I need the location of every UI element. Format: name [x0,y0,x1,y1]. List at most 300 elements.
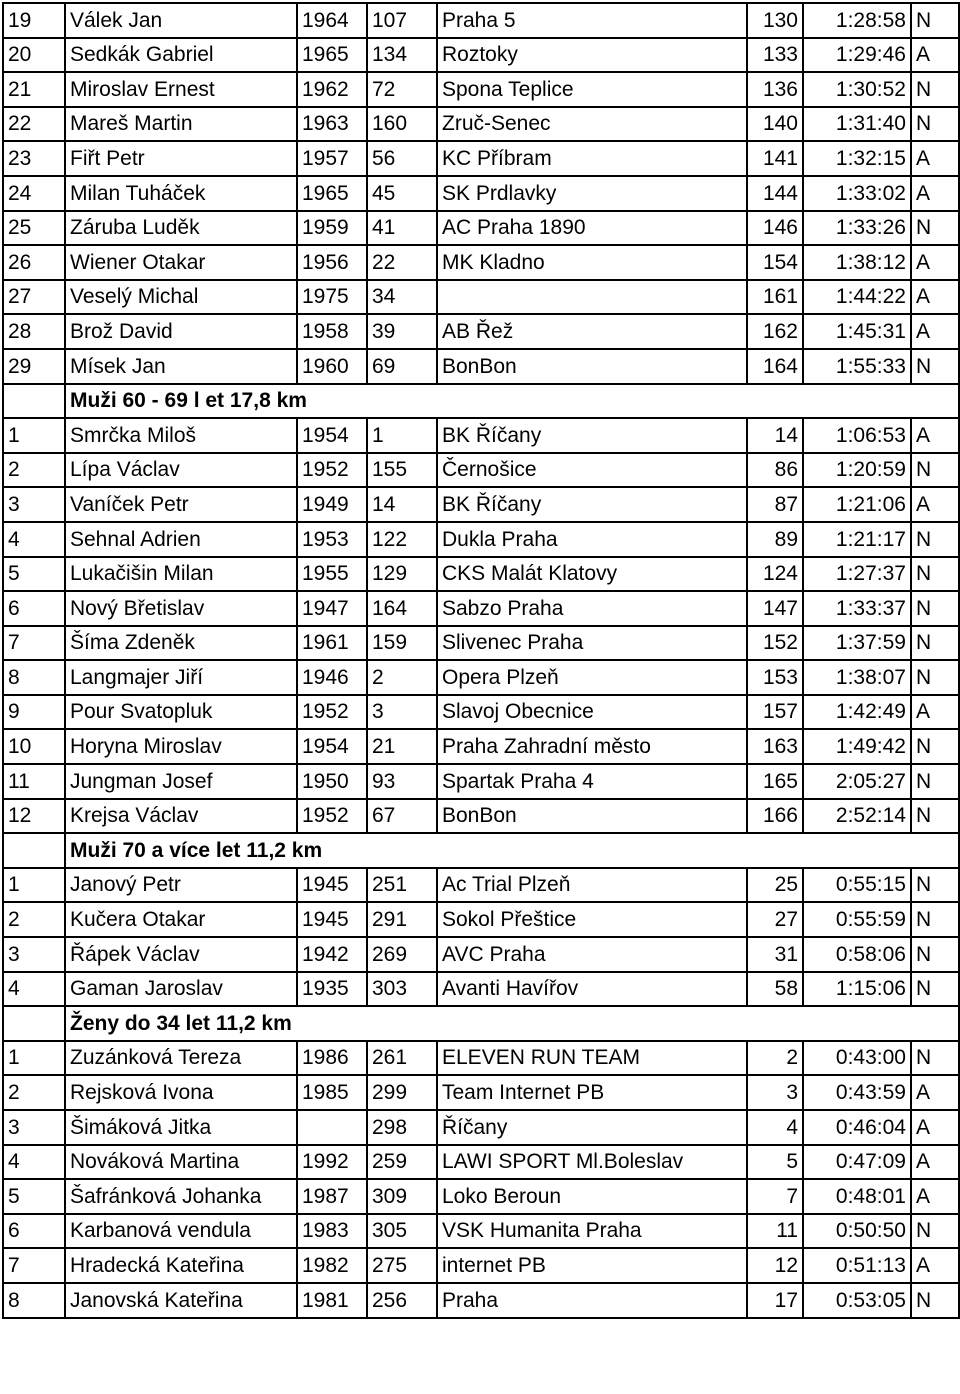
bib-cell: 22 [367,245,437,280]
bib-cell: 34 [367,280,437,315]
overall-cell: 152 [747,626,803,661]
club-cell: Praha [437,1283,747,1318]
year-cell: 1945 [297,868,367,903]
club-cell: Dukla Praha [437,522,747,557]
club-cell: internet PB [437,1248,747,1283]
year-cell: 1956 [297,245,367,280]
bib-cell: 122 [367,522,437,557]
club-cell: MK Kladno [437,245,747,280]
place-cell: 24 [3,176,65,211]
table-row [3,1145,959,1180]
table-row [3,522,959,557]
category-header-fill [367,1006,959,1041]
bib-cell: 41 [367,211,437,246]
time-cell: 1:15:06 [803,972,911,1007]
table-row [3,729,959,764]
time-cell: 0:58:06 [803,937,911,972]
club-cell: Opera Plzeň [437,660,747,695]
name-cell: Nový Břetislav [65,591,297,626]
table-row [3,626,959,661]
time-cell: 1:30:52 [803,72,911,107]
flag-cell: N [911,660,959,695]
overall-cell: 154 [747,245,803,280]
time-cell: 1:38:12 [803,245,911,280]
time-cell: 0:55:59 [803,902,911,937]
name-cell: Řápek Václav [65,937,297,972]
table-row [3,799,959,834]
flag-cell: A [911,141,959,176]
year-cell: 1986 [297,1041,367,1076]
time-cell: 1:33:37 [803,591,911,626]
overall-cell: 144 [747,176,803,211]
time-cell: 1:42:49 [803,695,911,730]
year-cell: 1961 [297,626,367,661]
time-cell: 1:20:59 [803,453,911,488]
bib-cell: 72 [367,72,437,107]
flag-cell: N [911,799,959,834]
category-header-fill [367,384,959,419]
bib-cell: 305 [367,1214,437,1249]
club-cell [437,280,747,315]
year-cell: 1949 [297,487,367,522]
year-cell [297,1110,367,1145]
name-cell: Pour Svatopluk [65,695,297,730]
flag-cell: N [911,868,959,903]
year-cell: 1957 [297,141,367,176]
place-cell: 1 [3,1041,65,1076]
flag-cell: N [911,1283,959,1318]
name-cell: Šafránková Johanka [65,1179,297,1214]
name-cell: Wiener Otakar [65,245,297,280]
table-row [3,1179,959,1214]
club-cell: Sokol Přeštice [437,902,747,937]
overall-cell: 89 [747,522,803,557]
table-row [3,211,959,246]
table-row [3,591,959,626]
flag-cell: N [911,626,959,661]
year-cell: 1952 [297,453,367,488]
time-cell: 1:27:37 [803,557,911,592]
category-header-row [3,384,959,419]
place-cell: 29 [3,349,65,384]
flag-cell: A [911,695,959,730]
club-cell: Černošice [437,453,747,488]
year-cell: 1955 [297,557,367,592]
club-cell: BK Říčany [437,487,747,522]
name-cell: Fiřt Petr [65,141,297,176]
table-row [3,1075,959,1110]
table-row [3,764,959,799]
overall-cell: 140 [747,107,803,142]
results-table [2,2,960,1319]
table-row [3,453,959,488]
club-cell: ELEVEN RUN TEAM [437,1041,747,1076]
overall-cell: 147 [747,591,803,626]
year-cell: 1981 [297,1283,367,1318]
flag-cell: A [911,245,959,280]
year-cell: 1954 [297,418,367,453]
flag-cell: A [911,1248,959,1283]
table-row [3,902,959,937]
name-cell: Válek Jan [65,3,297,38]
table-row [3,937,959,972]
name-cell: Smrčka Miloš [65,418,297,453]
overall-cell: 5 [747,1145,803,1180]
overall-cell: 163 [747,729,803,764]
club-cell: AVC Praha [437,937,747,972]
bib-cell: 21 [367,729,437,764]
year-cell: 1942 [297,937,367,972]
overall-cell: 3 [747,1075,803,1110]
name-cell: Rejsková Ivona [65,1075,297,1110]
club-cell: BonBon [437,799,747,834]
club-cell: KC Příbram [437,141,747,176]
year-cell: 1975 [297,280,367,315]
category-header-spacer [3,384,65,419]
flag-cell: A [911,487,959,522]
name-cell: Krejsa Václav [65,799,297,834]
overall-cell: 14 [747,418,803,453]
name-cell: Mareš Martin [65,107,297,142]
overall-cell: 86 [747,453,803,488]
bib-cell: 303 [367,972,437,1007]
bib-cell: 45 [367,176,437,211]
club-cell: Avanti Havířov [437,972,747,1007]
bib-cell: 298 [367,1110,437,1145]
table-row [3,972,959,1007]
time-cell: 2:52:14 [803,799,911,834]
bib-cell: 160 [367,107,437,142]
table-row [3,695,959,730]
flag-cell: A [911,176,959,211]
time-cell: 1:38:07 [803,660,911,695]
place-cell: 20 [3,38,65,73]
table-row [3,557,959,592]
category-header-spacer [3,833,65,868]
bib-cell: 93 [367,764,437,799]
time-cell: 1:33:26 [803,211,911,246]
place-cell: 10 [3,729,65,764]
club-cell: VSK Humanita Praha [437,1214,747,1249]
club-cell: Spona Teplice [437,72,747,107]
place-cell: 3 [3,487,65,522]
bib-cell: 275 [367,1248,437,1283]
flag-cell: N [911,453,959,488]
overall-cell: 157 [747,695,803,730]
club-cell: Spartak Praha 4 [437,764,747,799]
flag-cell: N [911,522,959,557]
flag-cell: N [911,902,959,937]
flag-cell: A [911,280,959,315]
time-cell: 1:31:40 [803,107,911,142]
overall-cell: 166 [747,799,803,834]
year-cell: 1965 [297,38,367,73]
club-cell: Praha 5 [437,3,747,38]
time-cell: 1:33:02 [803,176,911,211]
table-row [3,72,959,107]
flag-cell: N [911,1041,959,1076]
flag-cell: N [911,72,959,107]
place-cell: 22 [3,107,65,142]
time-cell: 0:43:59 [803,1075,911,1110]
flag-cell: A [911,1075,959,1110]
table-row [3,314,959,349]
year-cell: 1965 [297,176,367,211]
year-cell: 1946 [297,660,367,695]
table-row [3,107,959,142]
table-row [3,245,959,280]
bib-cell: 251 [367,868,437,903]
place-cell: 11 [3,764,65,799]
overall-cell: 87 [747,487,803,522]
place-cell: 6 [3,591,65,626]
name-cell: Janový Petr [65,868,297,903]
name-cell: Zuzánková Tereza [65,1041,297,1076]
name-cell: Veselý Michal [65,280,297,315]
overall-cell: 153 [747,660,803,695]
overall-cell: 124 [747,557,803,592]
year-cell: 1982 [297,1248,367,1283]
table-row [3,1283,959,1318]
club-cell: CKS Malát Klatovy [437,557,747,592]
year-cell: 1947 [297,591,367,626]
place-cell: 7 [3,626,65,661]
overall-cell: 31 [747,937,803,972]
bib-cell: 3 [367,695,437,730]
bib-cell: 134 [367,38,437,73]
club-cell: BK Říčany [437,418,747,453]
club-cell: Praha Zahradní město [437,729,747,764]
place-cell: 1 [3,418,65,453]
place-cell: 26 [3,245,65,280]
overall-cell: 7 [747,1179,803,1214]
time-cell: 1:21:17 [803,522,911,557]
table-row [3,1248,959,1283]
place-cell: 7 [3,1248,65,1283]
place-cell: 1 [3,868,65,903]
time-cell: 0:47:09 [803,1145,911,1180]
overall-cell: 25 [747,868,803,903]
time-cell: 0:53:05 [803,1283,911,1318]
table-row [3,1041,959,1076]
category-header-row [3,1006,959,1041]
year-cell: 1952 [297,695,367,730]
bib-cell: 261 [367,1041,437,1076]
overall-cell: 161 [747,280,803,315]
club-cell: LAWI SPORT Ml.Boleslav [437,1145,747,1180]
bib-cell: 69 [367,349,437,384]
bib-cell: 107 [367,3,437,38]
place-cell: 12 [3,799,65,834]
club-cell: Zruč-Senec [437,107,747,142]
table-row [3,1110,959,1145]
flag-cell: N [911,972,959,1007]
place-cell: 3 [3,1110,65,1145]
flag-cell: A [911,418,959,453]
name-cell: Lípa Václav [65,453,297,488]
overall-cell: 141 [747,141,803,176]
club-cell: SK Prdlavky [437,176,747,211]
bib-cell: 2 [367,660,437,695]
year-cell: 1985 [297,1075,367,1110]
time-cell: 1:06:53 [803,418,911,453]
flag-cell: A [911,1110,959,1145]
club-cell: AB Řež [437,314,747,349]
table-row [3,660,959,695]
category-header: Muži 60 - 69 l et 17,8 km [65,384,367,419]
flag-cell: N [911,591,959,626]
place-cell: 19 [3,3,65,38]
place-cell: 23 [3,141,65,176]
year-cell: 1945 [297,902,367,937]
name-cell: Gaman Jaroslav [65,972,297,1007]
place-cell: 2 [3,453,65,488]
table-row [3,176,959,211]
bib-cell: 309 [367,1179,437,1214]
club-cell: Sabzo Praha [437,591,747,626]
year-cell: 1958 [297,314,367,349]
results-sheet [2,2,958,1319]
name-cell: Lukačišin Milan [65,557,297,592]
year-cell: 1983 [297,1214,367,1249]
name-cell: Karbanová vendula [65,1214,297,1249]
name-cell: Horyna Miroslav [65,729,297,764]
time-cell: 0:46:04 [803,1110,911,1145]
year-cell: 1952 [297,799,367,834]
flag-cell: A [911,38,959,73]
category-header: Ženy do 34 let 11,2 km [65,1006,367,1041]
year-cell: 1954 [297,729,367,764]
club-cell: Ac Trial Plzeň [437,868,747,903]
overall-cell: 17 [747,1283,803,1318]
year-cell: 1959 [297,211,367,246]
flag-cell: N [911,211,959,246]
table-row [3,868,959,903]
name-cell: Mísek Jan [65,349,297,384]
table-row [3,3,959,38]
overall-cell: 4 [747,1110,803,1145]
name-cell: Sedkák Gabriel [65,38,297,73]
place-cell: 3 [3,937,65,972]
overall-cell: 146 [747,211,803,246]
flag-cell: N [911,107,959,142]
overall-cell: 130 [747,3,803,38]
time-cell: 1:37:59 [803,626,911,661]
year-cell: 1992 [297,1145,367,1180]
time-cell: 1:32:15 [803,141,911,176]
place-cell: 5 [3,557,65,592]
flag-cell: N [911,557,959,592]
name-cell: Miroslav Ernest [65,72,297,107]
year-cell: 1964 [297,3,367,38]
flag-cell: A [911,314,959,349]
place-cell: 8 [3,1283,65,1318]
time-cell: 0:50:50 [803,1214,911,1249]
place-cell: 4 [3,522,65,557]
table-row [3,38,959,73]
name-cell: Nováková Martina [65,1145,297,1180]
club-cell: Team Internet PB [437,1075,747,1110]
club-cell: Slavoj Obecnice [437,695,747,730]
place-cell: 8 [3,660,65,695]
flag-cell: N [911,349,959,384]
time-cell: 1:29:46 [803,38,911,73]
bib-cell: 56 [367,141,437,176]
overall-cell: 11 [747,1214,803,1249]
time-cell: 2:05:27 [803,764,911,799]
bib-cell: 256 [367,1283,437,1318]
overall-cell: 58 [747,972,803,1007]
name-cell: Šimáková Jitka [65,1110,297,1145]
name-cell: Langmajer Jiří [65,660,297,695]
time-cell: 1:45:31 [803,314,911,349]
overall-cell: 136 [747,72,803,107]
club-cell: Říčany [437,1110,747,1145]
overall-cell: 133 [747,38,803,73]
bib-cell: 299 [367,1075,437,1110]
place-cell: 2 [3,902,65,937]
place-cell: 5 [3,1179,65,1214]
place-cell: 6 [3,1214,65,1249]
overall-cell: 12 [747,1248,803,1283]
name-cell: Hradecká Kateřina [65,1248,297,1283]
club-cell: Loko Beroun [437,1179,747,1214]
name-cell: Sehnal Adrien [65,522,297,557]
bib-cell: 259 [367,1145,437,1180]
place-cell: 2 [3,1075,65,1110]
category-header-spacer [3,1006,65,1041]
time-cell: 1:49:42 [803,729,911,764]
overall-cell: 162 [747,314,803,349]
flag-cell: N [911,937,959,972]
category-header-fill [367,833,959,868]
bib-cell: 159 [367,626,437,661]
bib-cell: 1 [367,418,437,453]
name-cell: Vaníček Petr [65,487,297,522]
place-cell: 25 [3,211,65,246]
table-row [3,349,959,384]
category-header-row [3,833,959,868]
time-cell: 0:51:13 [803,1248,911,1283]
year-cell: 1935 [297,972,367,1007]
name-cell: Milan Tuháček [65,176,297,211]
category-header: Muži 70 a více let 11,2 km [65,833,367,868]
club-cell: Slivenec Praha [437,626,747,661]
year-cell: 1960 [297,349,367,384]
bib-cell: 155 [367,453,437,488]
flag-cell: N [911,729,959,764]
time-cell: 1:28:58 [803,3,911,38]
place-cell: 21 [3,72,65,107]
name-cell: Šíma Zdeněk [65,626,297,661]
flag-cell: N [911,764,959,799]
table-row [3,1214,959,1249]
flag-cell: N [911,3,959,38]
place-cell: 9 [3,695,65,730]
overall-cell: 2 [747,1041,803,1076]
table-row [3,280,959,315]
bib-cell: 291 [367,902,437,937]
bib-cell: 164 [367,591,437,626]
table-row [3,141,959,176]
flag-cell: A [911,1179,959,1214]
club-cell: BonBon [437,349,747,384]
flag-cell: N [911,1214,959,1249]
results-body [3,3,959,1318]
name-cell: Jungman Josef [65,764,297,799]
place-cell: 4 [3,972,65,1007]
overall-cell: 165 [747,764,803,799]
